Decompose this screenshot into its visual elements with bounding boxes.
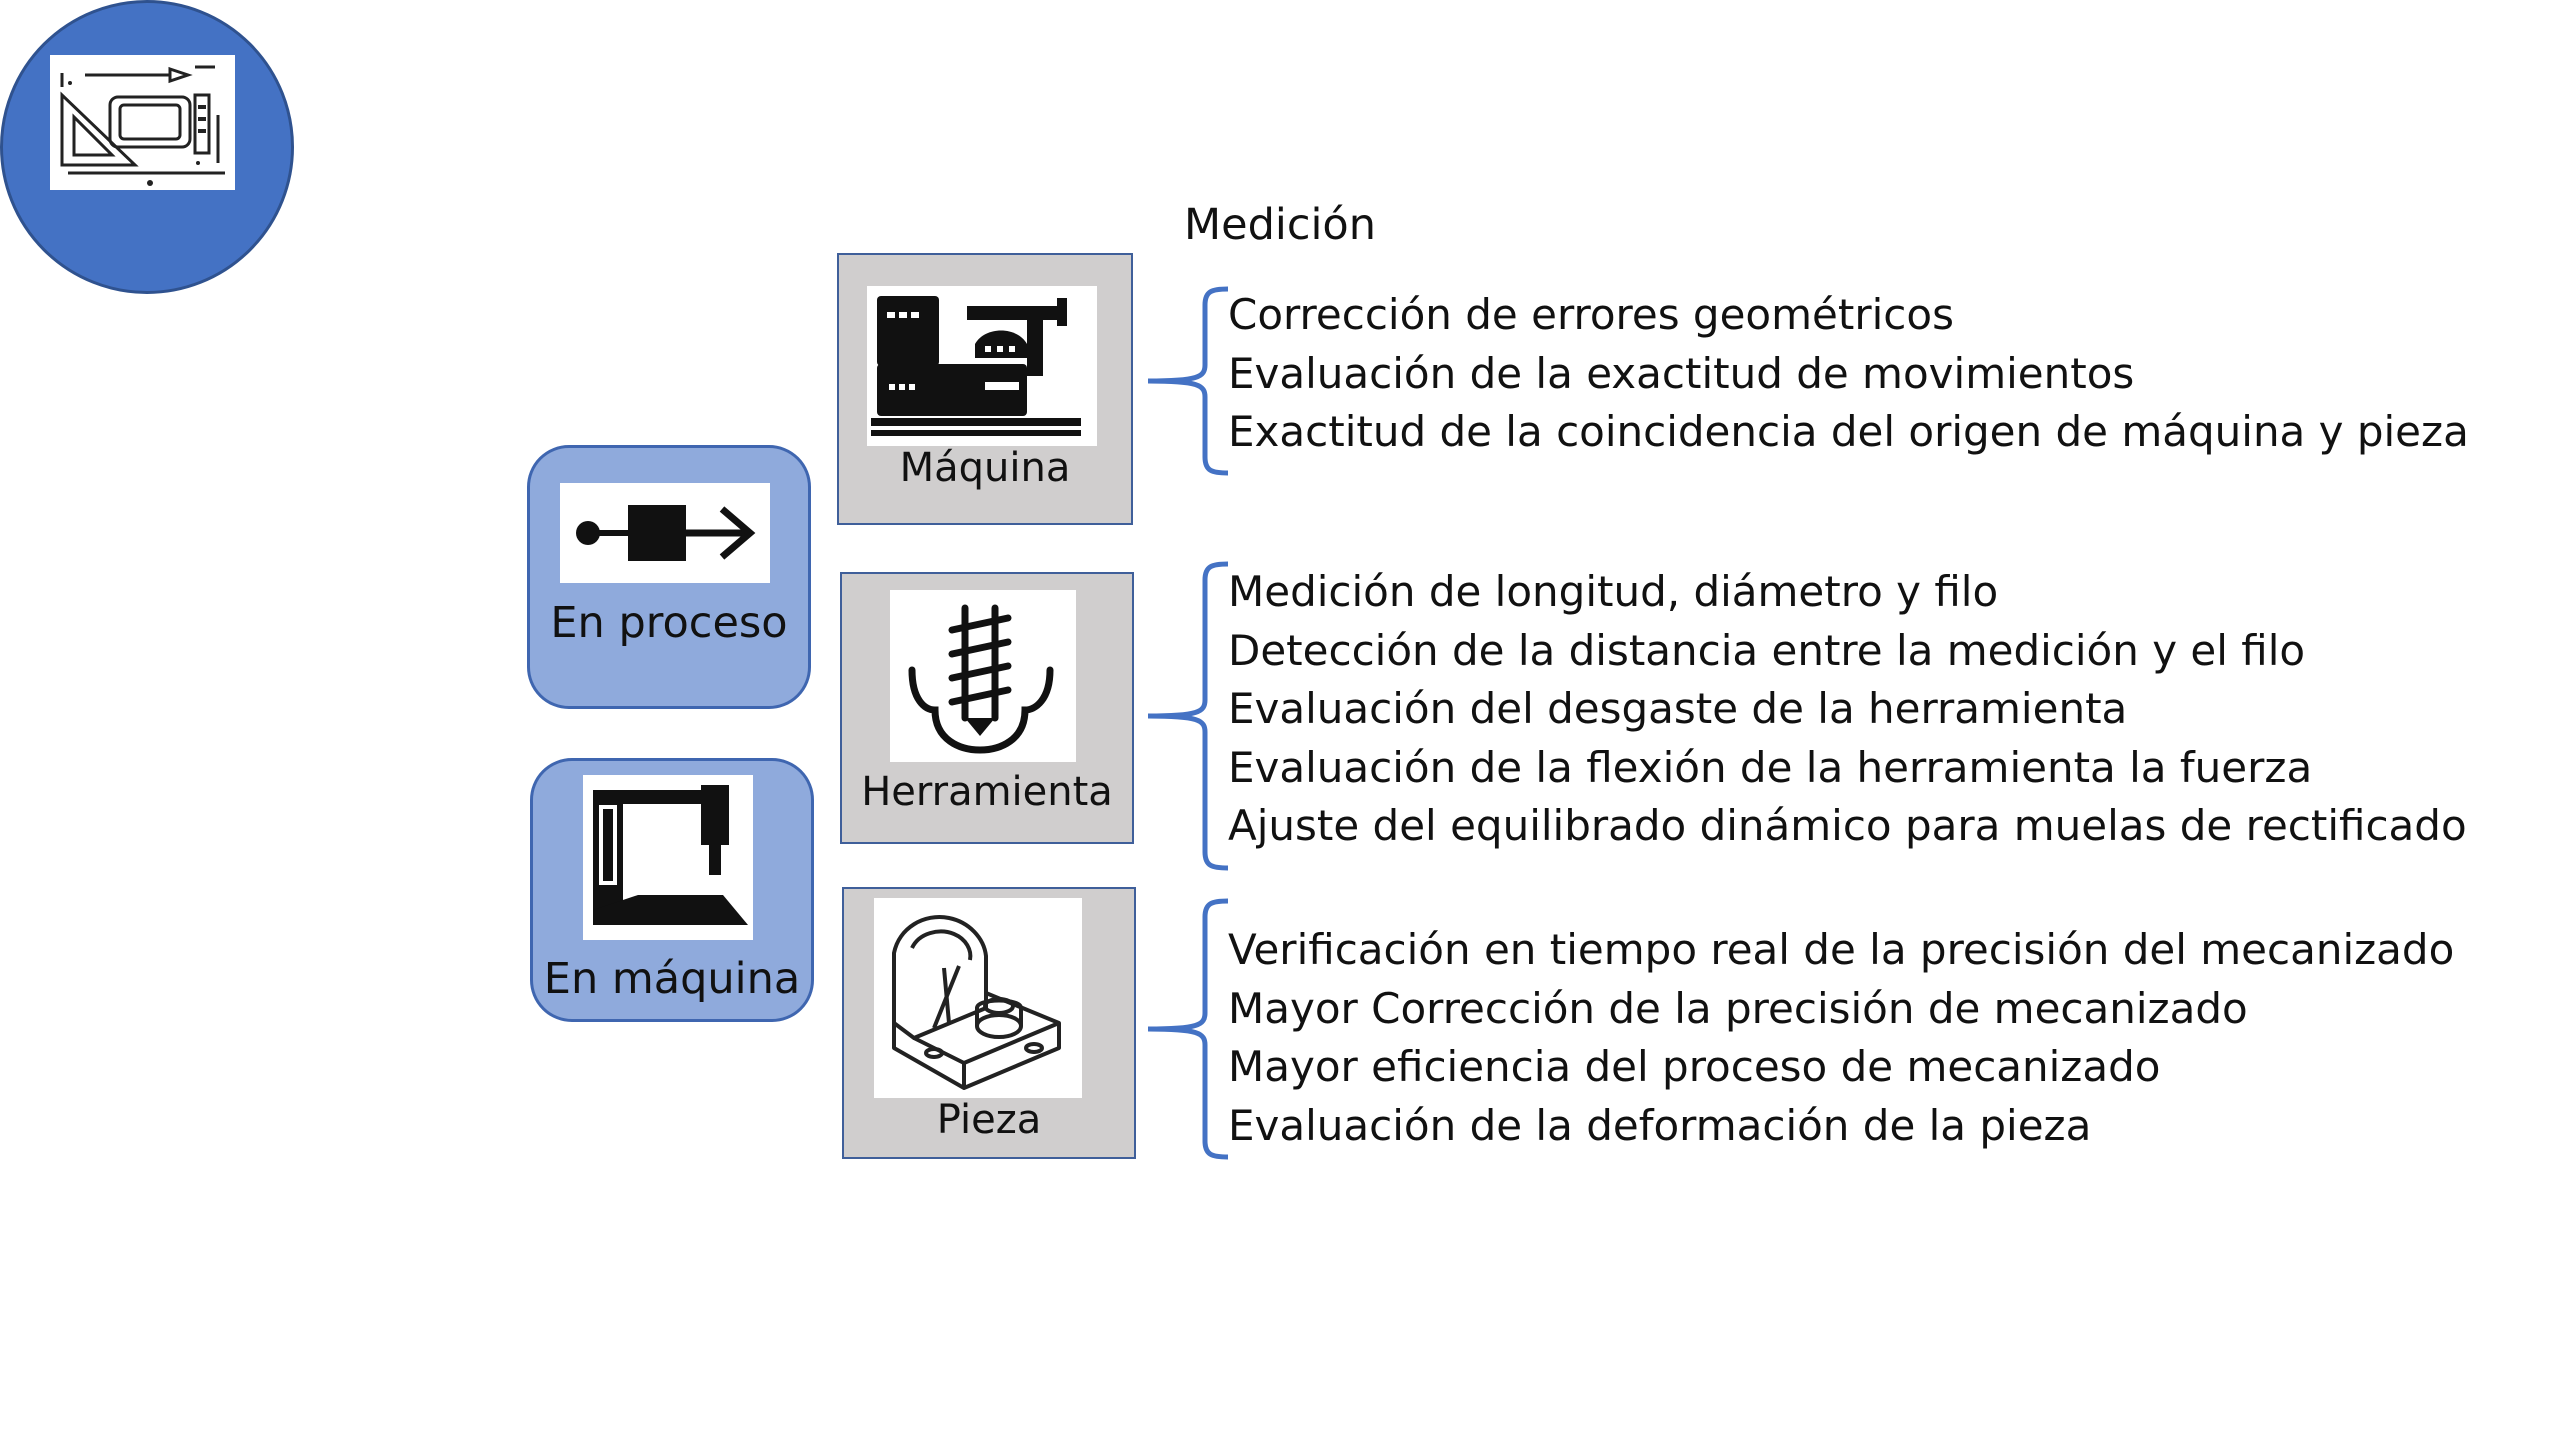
brace-herramienta [1140, 560, 1240, 872]
brace-maquina [1140, 285, 1240, 477]
root-node-medicion [0, 0, 1376, 294]
list-item: Evaluación de la exactitud de movimientos [1228, 348, 2135, 398]
target-maquina [837, 253, 1133, 525]
list-item: Detección de la distancia entre la medición y el filo [1228, 625, 2306, 675]
list-herramienta [1228, 563, 2467, 856]
list-item: Evaluación del desgaste de la herramienta [1228, 684, 2128, 733]
list-item: Verificación en tiempo real de la precisión del mecanizado [1228, 925, 2455, 974]
list-item: Exactitud de la coincidencia del origen de máquina y pieza [1228, 407, 2469, 456]
list-item: Ajuste del equilibrado dinámico para muelas de rectificado [1228, 801, 2467, 850]
list-item: Evaluación de la flexión de la herramienta la fuerza [1228, 742, 2313, 792]
category-label: En proceso [550, 598, 788, 648]
workpiece-icon [874, 898, 1082, 1098]
measurement-drawing-icon [50, 55, 235, 190]
list-item: Corrección de errores geométricos [1228, 290, 1954, 339]
list-maquina [1228, 286, 2469, 462]
process-arrow-icon [560, 483, 770, 583]
root-label: Medición [1184, 200, 1376, 250]
list-item: Medición de longitud, diámetro y filo [1228, 567, 1999, 616]
brace-pieza [1140, 897, 1240, 1161]
target-label: Herramienta [861, 769, 1113, 815]
category-en-proceso [527, 445, 811, 709]
list-pieza [1228, 921, 2454, 1155]
drill-tool-icon [890, 590, 1076, 762]
target-label: Máquina [899, 445, 1071, 491]
machine-tool-icon [583, 775, 753, 940]
machine-icon [867, 286, 1097, 446]
target-herramienta [840, 572, 1134, 844]
category-en-maquina [530, 758, 814, 1022]
list-item: Mayor eficiencia del proceso de mecanizado [1228, 1042, 2161, 1091]
target-pieza [842, 887, 1136, 1159]
category-label: En máquina [543, 954, 801, 1004]
list-item: Mayor Corrección de la precisión de mecanizado [1228, 983, 2248, 1033]
target-label: Pieza [936, 1097, 1042, 1143]
list-item: Evaluación de la deformación de la pieza [1228, 1100, 2092, 1150]
